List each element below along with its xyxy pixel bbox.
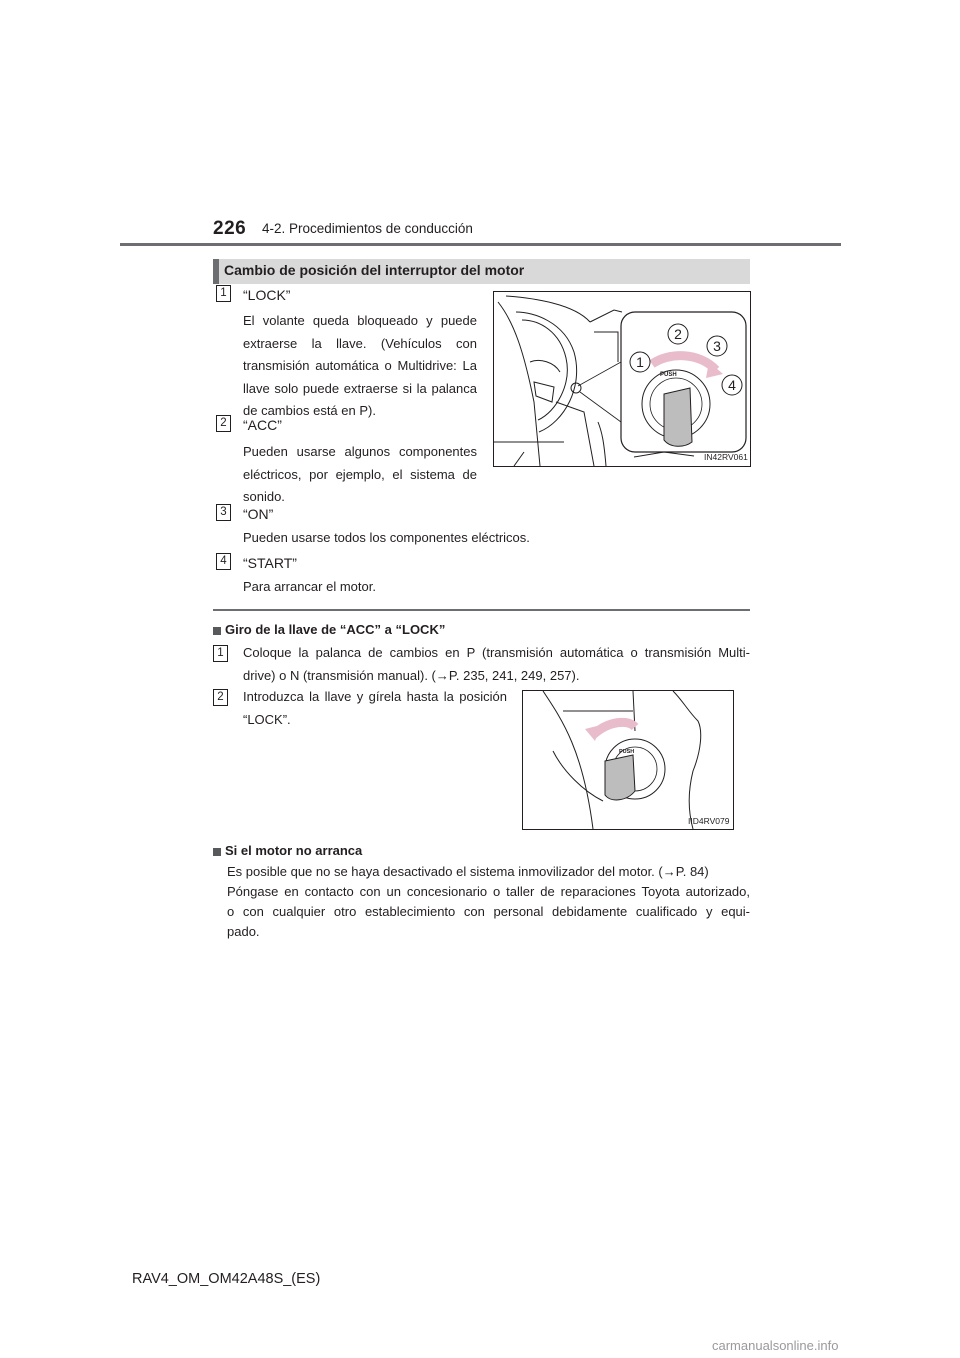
callout-3: 3 xyxy=(713,338,721,354)
text-line: Coloque la palanca de cambios en P (transmisión automática o transmisión Multi- xyxy=(243,645,750,660)
text-line: eléctricos, por ejemplo, el sistema de xyxy=(243,466,477,482)
text-line: Introduzca la llave y gírela hasta la posición xyxy=(243,689,507,704)
text-line: sonido. xyxy=(243,489,285,504)
text-line: Póngase en contacto con un concesionario o taller de reparaciones Toyota autorizado, xyxy=(227,884,750,899)
step-number-1: 1 xyxy=(213,645,228,662)
item-title-start: “START” xyxy=(243,555,297,571)
section-separator xyxy=(213,609,750,611)
subheading-marker xyxy=(213,627,221,635)
item-text-on xyxy=(243,527,530,550)
text-line: llave solo puede extraerse si la palanca xyxy=(243,380,477,396)
text-line: pado. xyxy=(227,924,260,939)
engine-not-start-text xyxy=(227,862,750,942)
text-line: Pueden usarse algunos componentes xyxy=(243,444,477,459)
item-text-acc xyxy=(243,441,477,509)
item-text-lock xyxy=(243,310,477,423)
item-title-on: “ON” xyxy=(243,506,274,522)
callout-4: 4 xyxy=(728,377,736,393)
text-line: El volante queda bloqueado y puede xyxy=(243,313,477,328)
subheading-acc-to-lock: Giro de la llave de “ACC” a “LOCK” xyxy=(225,622,446,637)
section-title: 4-2. Procedimientos de conducción xyxy=(262,221,473,236)
subheading-marker xyxy=(213,848,221,856)
callout-1: 1 xyxy=(636,354,644,370)
item-number-4: 4 xyxy=(216,553,231,570)
figure-id: IID4RV079 xyxy=(688,816,730,826)
text-line: o con cualquier otro establecimiento con personal debidamente cualificado y equi- xyxy=(227,904,750,919)
section-bar-title: Cambio de posición del interruptor del motor xyxy=(224,262,525,278)
ignition-switch-figure xyxy=(493,291,751,467)
text-line: Para arrancar el motor. xyxy=(243,579,376,594)
figure-id: IN42RV061 xyxy=(704,452,748,462)
subheading-engine-not-start: Si el motor no arranca xyxy=(225,843,363,858)
step-number-2: 2 xyxy=(213,689,228,706)
callout-2: 2 xyxy=(674,326,682,342)
item-title-acc: “ACC” xyxy=(243,417,282,433)
text-line: Pueden usarse todos los componentes eléctricos. xyxy=(243,530,530,545)
text-line: transmisión automática o Multidrive: La xyxy=(243,358,477,373)
item-title-lock: “LOCK” xyxy=(243,287,291,303)
document-code: RAV4_OM_OM42A48S_(ES) xyxy=(132,1271,321,1287)
step-text-2 xyxy=(243,686,507,731)
item-number-3: 3 xyxy=(216,504,231,521)
text-line: de cambios está en P). xyxy=(243,403,376,418)
text-line: Es posible que no se haya desactivado el sistema inmovilizador del motor. (→P. 84) xyxy=(227,864,709,879)
section-bar-accent xyxy=(213,259,219,284)
item-number-2: 2 xyxy=(216,415,231,432)
key-turn-illustration xyxy=(523,691,733,829)
text-line: “LOCK”. xyxy=(243,711,291,727)
item-number-1: 1 xyxy=(216,285,231,302)
watermark: carmanualsonline.info xyxy=(712,1338,839,1353)
text-line: extraerse la llave. (Vehículos con xyxy=(243,335,477,351)
page-number: 226 xyxy=(213,218,247,239)
item-text-start xyxy=(243,576,376,599)
push-label: PUSH xyxy=(619,749,635,755)
header-rule xyxy=(120,243,841,246)
steering-wheel-ignition-illustration xyxy=(494,292,750,466)
push-label: PUSH xyxy=(660,372,677,378)
step-text-1 xyxy=(243,642,750,687)
text-line: drive) o N (transmisión manual). (→P. 235, 241, 249, 257). xyxy=(243,667,580,683)
key-turn-figure xyxy=(522,690,734,830)
